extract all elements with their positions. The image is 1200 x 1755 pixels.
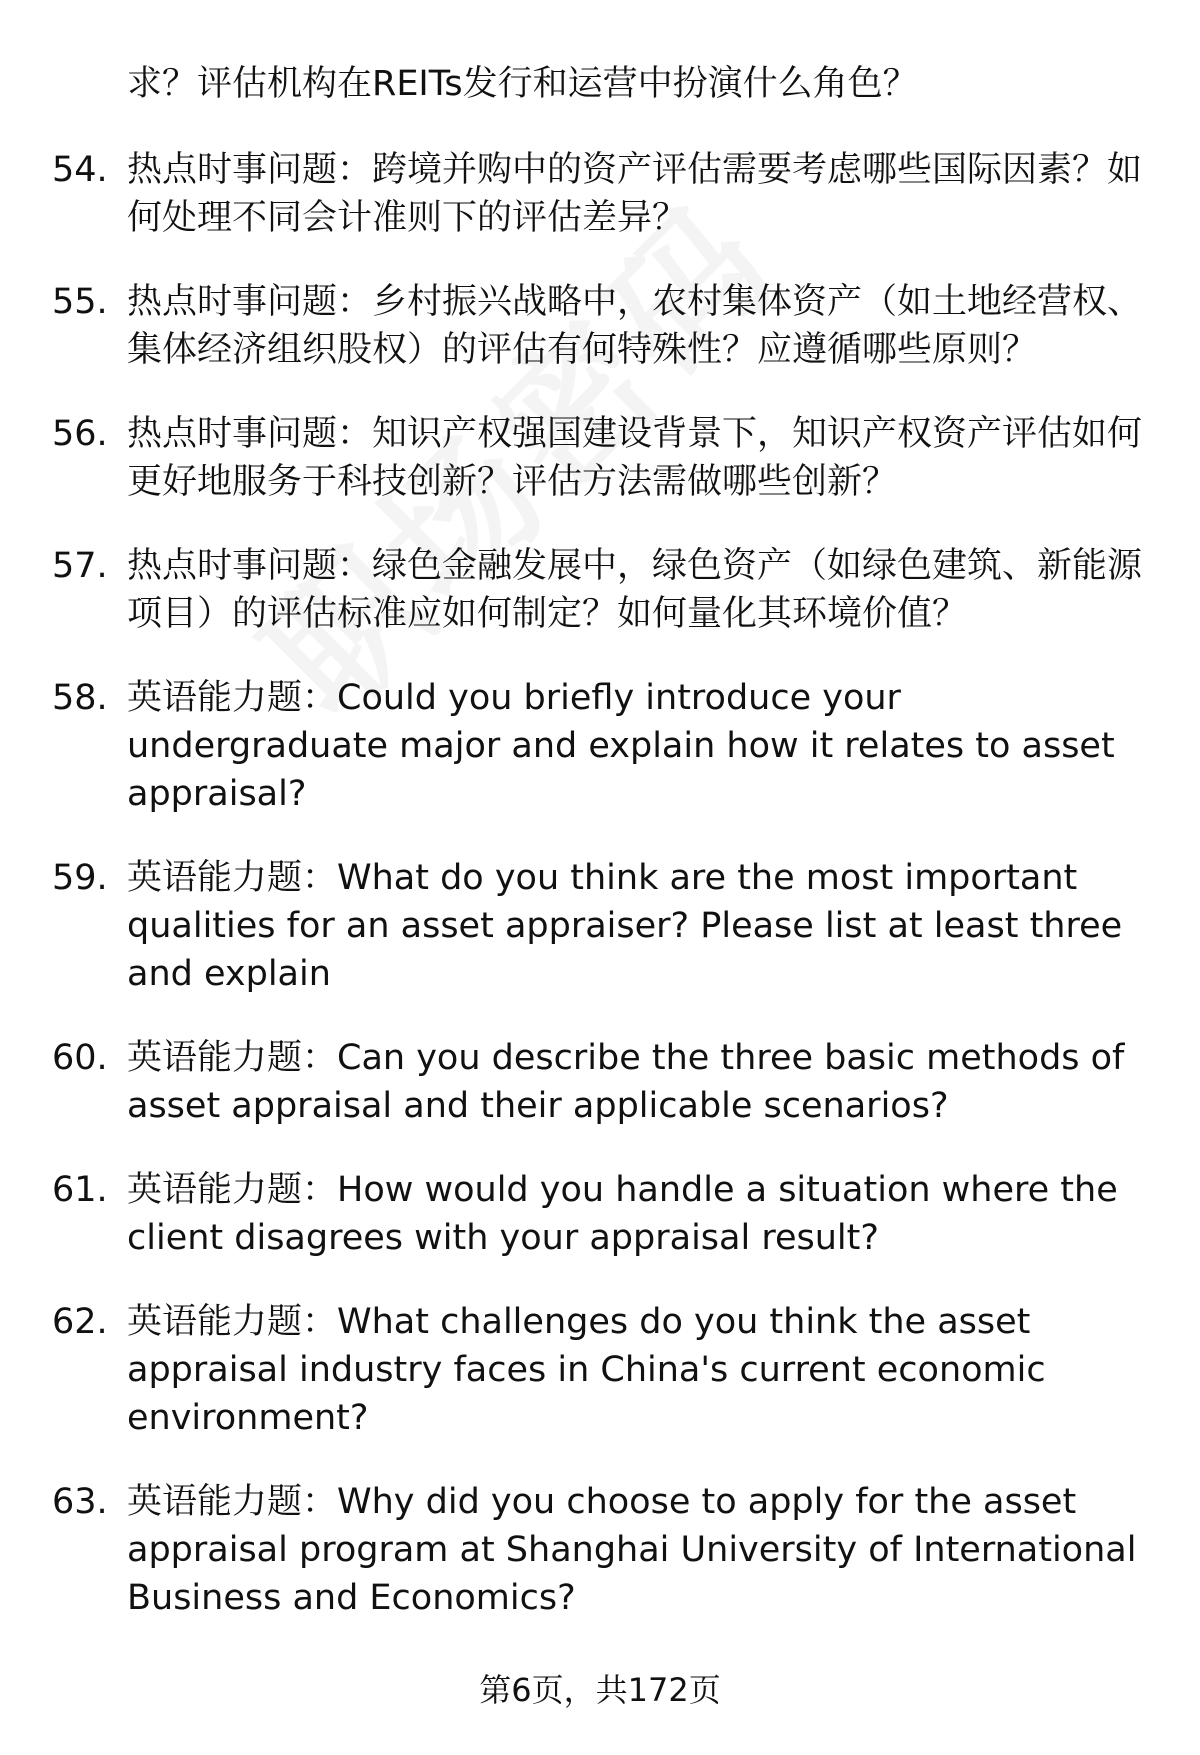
question-text: 英语能力题：Why did you choose to apply for the asset appraisal program at Shanghai University of International Business and Economics? xyxy=(127,1482,1137,1618)
question-item-57 xyxy=(52,542,1142,638)
question-item-56 xyxy=(52,410,1142,506)
question-item-63 xyxy=(52,1478,1142,1622)
continuation-text: 求？评估机构在REITs发行和运营中扮演什么角色？ xyxy=(127,64,918,104)
question-number: 58. xyxy=(52,678,108,718)
question-text: 英语能力题：What do you think are the most important qualities for an asset appraiser? Please list at least three and explain xyxy=(127,858,1123,994)
question-number: 55. xyxy=(52,282,108,322)
question-number: 57. xyxy=(52,546,108,586)
question-item-58 xyxy=(52,674,1142,818)
question-number: 61. xyxy=(52,1170,108,1210)
question-item-59 xyxy=(52,854,1142,998)
question-text: 英语能力题：Can you describe the three basic methods of asset appraisal and their applicable scenarios? xyxy=(127,1038,1125,1126)
question-item-60 xyxy=(52,1034,1142,1130)
question-item-62 xyxy=(52,1298,1142,1442)
question-number: 60. xyxy=(52,1038,108,1078)
question-item-61 xyxy=(52,1166,1142,1262)
question-number: 62. xyxy=(52,1302,108,1342)
question-item-54 xyxy=(52,146,1142,242)
question-number: 54. xyxy=(52,150,108,190)
page-indicator: 第6页，共172页 xyxy=(479,1671,721,1709)
question-text: 英语能力题：How would you handle a situation where the client disagrees with your appraisal result? xyxy=(127,1170,1118,1258)
question-text: 热点时事问题：绿色金融发展中，绿色资产（如绿色建筑、新能源项目）的评估标准应如何制定？如何量化其环境价值？ xyxy=(127,546,1143,634)
question-text: 英语能力题：What challenges do you think the asset appraisal industry faces in China's current economic environment? xyxy=(127,1302,1046,1438)
question-text: 热点时事问题：跨境并购中的资产评估需要考虑哪些国际因素？如何处理不同会计准则下的评估差异？ xyxy=(127,150,1143,238)
question-list xyxy=(52,146,1142,1658)
question-text: 英语能力题：Could you briefly introduce your undergraduate major and explain how it relates to asset appraisal? xyxy=(127,678,1115,814)
question-number: 59. xyxy=(52,858,108,898)
question-number: 56. xyxy=(52,414,108,454)
question-text: 热点时事问题：乡村振兴战略中，农村集体资产（如土地经营权、集体经济组织股权）的评估有何特殊性？应遵循哪些原则？ xyxy=(127,282,1143,370)
question-number: 63. xyxy=(52,1482,108,1522)
question-text: 热点时事问题：知识产权强国建设背景下，知识产权资产评估如何更好地服务于科技创新？评估方法需做哪些创新？ xyxy=(127,414,1143,502)
question-item-55 xyxy=(52,278,1142,374)
